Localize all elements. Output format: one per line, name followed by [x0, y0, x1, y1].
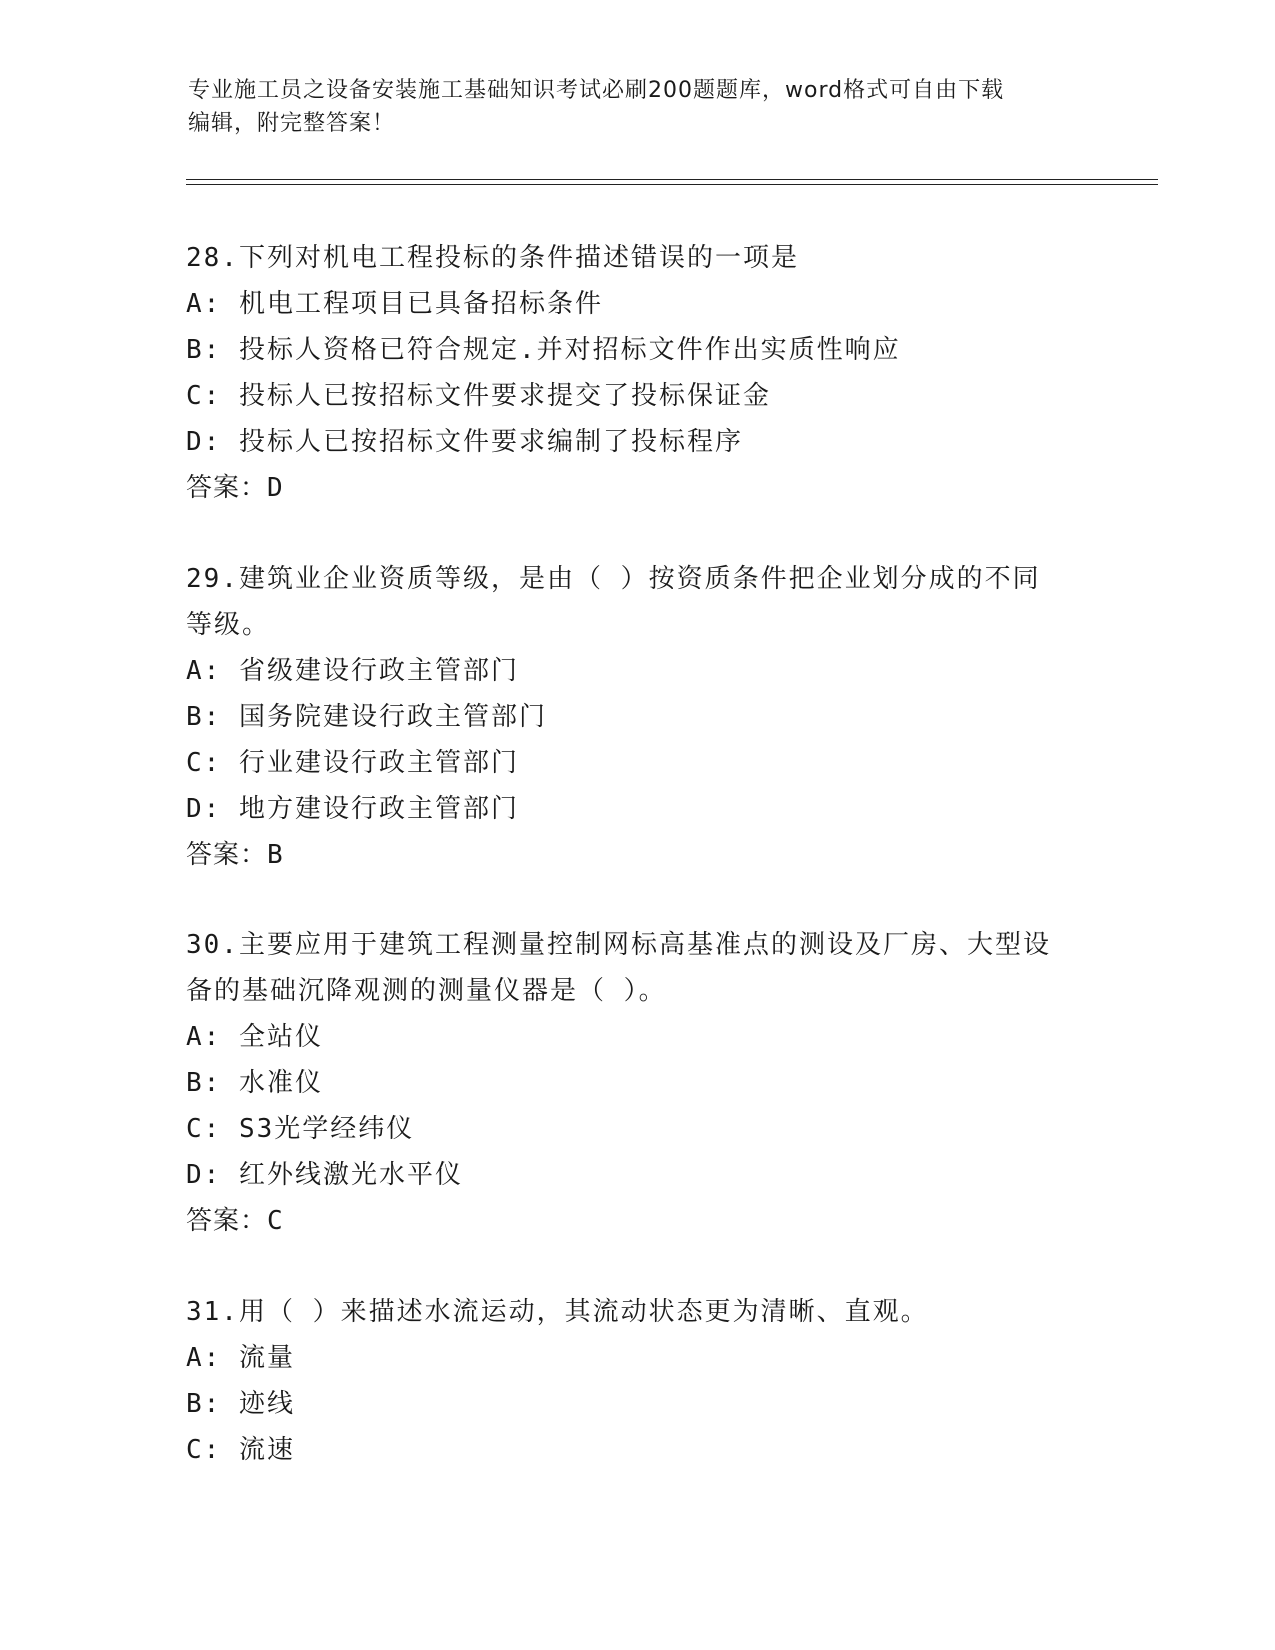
question-text-line-1: 29.建筑业企业资质等级，是由（ ）按资质条件把企业划分成的不同 — [186, 564, 1041, 594]
answer-value: D — [267, 473, 284, 503]
option-b: B: 水准仪 — [186, 1068, 323, 1098]
question-28 — [186, 235, 1086, 511]
option-d: D: 红外线激光水平仪 — [186, 1160, 463, 1190]
option-b: B: 迹线 — [186, 1389, 295, 1419]
question-text-line-2: 等级。 — [186, 610, 271, 640]
option-c: C: 投标人已按招标文件要求提交了投标保证金 — [186, 381, 771, 411]
question-30 — [186, 922, 1086, 1244]
question-text-line-2: 备的基础沉降观测的测量仪器是（ ）。 — [186, 976, 667, 1006]
option-a: A: 全站仪 — [186, 1022, 323, 1052]
option-c: C: S3光学经纬仪 — [186, 1114, 415, 1144]
document-header — [188, 74, 1088, 140]
option-b: B: 投标人资格已符合规定.并对招标文件作出实质性响应 — [186, 335, 901, 365]
answer-label: 答案： — [186, 1206, 268, 1236]
option-c: C: 流速 — [186, 1435, 295, 1465]
question-31 — [186, 1289, 1086, 1473]
header-line-1: 专业施工员之设备安装施工基础知识考试必刷200题题库，word格式可自由下载 — [188, 78, 1005, 103]
option-d: D: 地方建设行政主管部门 — [186, 794, 519, 824]
answer — [186, 1198, 1086, 1244]
answer-value: C — [267, 1206, 284, 1236]
option-a: A: 省级建设行政主管部门 — [186, 656, 519, 686]
option-a: A: 机电工程项目已具备招标条件 — [186, 289, 603, 319]
answer-label: 答案： — [186, 840, 268, 870]
header-divider-bottom — [186, 184, 1158, 185]
answer — [186, 465, 1086, 511]
answer-label: 答案： — [186, 473, 268, 503]
option-a: A: 流量 — [186, 1343, 295, 1373]
header-line-2: 编辑，附完整答案！ — [188, 111, 396, 136]
option-b: B: 国务院建设行政主管部门 — [186, 702, 547, 732]
option-d: D: 投标人已按招标文件要求编制了投标程序 — [186, 427, 743, 457]
answer-value: B — [267, 840, 284, 870]
question-text: 28.下列对机电工程投标的条件描述错误的一项是 — [186, 243, 799, 273]
question-text-line-1: 30.主要应用于建筑工程测量控制网标高基准点的测设及厂房、大型设 — [186, 930, 1051, 960]
header-divider-top — [186, 179, 1158, 180]
option-c: C: 行业建设行政主管部门 — [186, 748, 519, 778]
answer — [186, 832, 1086, 878]
question-29 — [186, 556, 1086, 878]
question-text: 31.用（ ）来描述水流运动，其流动状态更为清晰、直观。 — [186, 1297, 929, 1327]
